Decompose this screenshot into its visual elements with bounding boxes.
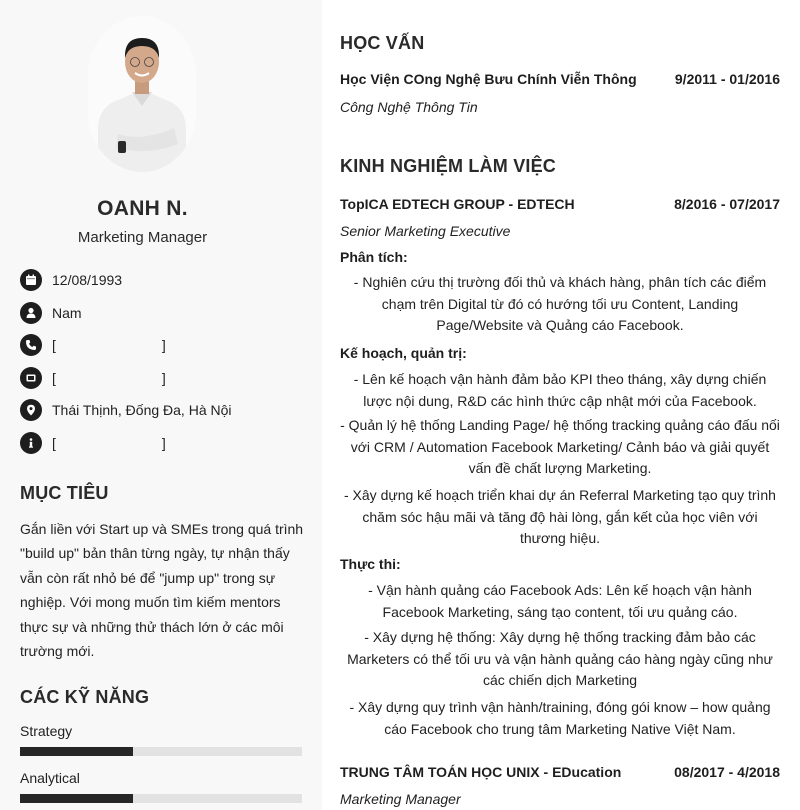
info-row-address: [20, 394, 232, 427]
education-period: 9/2011 - 01/2016: [674, 71, 780, 87]
education-heading: HỌC VẤN: [340, 33, 425, 53]
info-row-email: [20, 362, 232, 395]
education-entry-header: [340, 71, 780, 87]
category-execution: Thực thi:: [340, 556, 401, 572]
experience-entry-header: [340, 764, 780, 780]
user-icon: [20, 302, 42, 324]
category-planning: Kế hoạch, quản trị:: [340, 345, 467, 361]
email-icon: [20, 367, 42, 389]
bullet-text: - Quản lý hệ thống Landing Page/ hệ thống tracking quảng cáo đấu nối với CRM / Automation Facebook Marketing/ Cảnh báo và giải quyết vấn đề chất lượng Marketing.: [340, 417, 780, 476]
phone-text: [ ]: [52, 337, 166, 354]
skill-bar-track: [20, 747, 302, 756]
address-text: Thái Thịnh, Đống Đa, Hà Nội: [52, 402, 232, 419]
bullet-text: - Xây dựng hệ thống: Xây dựng hệ thống tracking đảm bảo các Marketers có thể tối ưu và vận hành quảng cáo hàng ngày cũng như các chiến dịch Marketing: [347, 629, 773, 688]
location-icon: [20, 399, 42, 421]
bullet-text: - Nghiên cứu thị trường đối thủ và khách hàng, phân tích các điểm chạm trên Digital từ đó có hướng tối ưu Content, Landing Page/Website và Quảng cáo Facebook.: [353, 274, 767, 333]
info-row-phone: [20, 329, 232, 362]
skill-analytical: [20, 770, 302, 803]
experience-role: Senior Marketing Executive: [340, 223, 511, 239]
skill-label: Analytical: [20, 770, 80, 786]
email-text: [ ]: [52, 369, 166, 386]
bullet-text: - Xây dựng quy trình vận hành/training, đóng gói know – how quảng cáo Facebook cho trung tâm Marketing Native Việt Nam.: [349, 699, 771, 737]
experience-entry-header: [340, 196, 780, 212]
category-analysis: Phân tích:: [340, 249, 408, 265]
school-name: Học Viện COng Nghệ Bưu Chính Viễn Thông: [340, 71, 637, 87]
bullet-text: - Vận hành quảng cáo Facebook Ads: Lên kế hoạch vận hành Facebook Marketing, sáng tạo content, tối ưu quảng cáo.: [368, 582, 752, 620]
skill-strategy: [20, 723, 302, 756]
profile-title: Marketing Manager: [77, 229, 208, 246]
education-major: Công Nghệ Thông Tin: [340, 99, 478, 115]
experience-period: 08/2017 - 4/2018: [674, 764, 780, 780]
skill-label: Strategy: [20, 723, 73, 739]
info-row-other: [20, 427, 232, 460]
other-text: [ ]: [52, 434, 166, 451]
bullet-text: - Xây dựng kế hoạch triển khai dự án Referral Marketing tạo quy trình chăm sóc hậu mãi và tăng độ hài lòng, gắn kết của học viên với thương hiệu.: [344, 487, 776, 546]
skills-heading: CÁC KỸ NĂNG: [20, 687, 150, 707]
info-row-birthdate: [20, 264, 232, 297]
bullet-text: - Lên kế hoạch vận hành đảm bảo KPI theo tháng, xây dựng chiến lược nội dung, R&D các hình thức cập nhật mới của Facebook.: [353, 371, 767, 409]
birthdate-text: 12/08/1993: [52, 272, 123, 289]
experience-role: Marketing Manager: [340, 791, 461, 807]
objective-heading: MỤC TIÊU: [20, 483, 109, 503]
skill-bar-fill: [20, 794, 133, 803]
profile-photo: [88, 16, 196, 172]
gender-text: Nam: [52, 304, 82, 321]
skill-bar-track: [20, 794, 302, 803]
experience-heading: KINH NGHIỆM LÀM VIỆC: [340, 156, 557, 176]
experience-period: 8/2016 - 07/2017: [674, 196, 780, 212]
avatar: [88, 16, 196, 172]
company-name: TopICA EDTECH GROUP - EDTECH: [340, 196, 575, 212]
calendar-icon: [20, 269, 42, 291]
skill-bar-fill: [20, 747, 133, 756]
info-icon: [20, 432, 42, 454]
contact-info-list: [20, 264, 232, 459]
profile-name: OANH N.: [97, 197, 188, 220]
company-name: TRUNG TÂM TOÁN HỌC UNIX - EDucation: [340, 764, 622, 780]
phone-icon: [20, 334, 42, 356]
info-row-gender: [20, 297, 232, 330]
objective-body: Gắn liền với Start up và SMEs trong quá trình "build up" bản thân từng ngày, tự nhận thấy vẫn còn rất nhỏ bé để "jump up" trong sự nghiệp. Với mong muốn tìm kiếm mentors thực sự và những thử thách lớn ở các môi trường mới.: [20, 521, 304, 660]
